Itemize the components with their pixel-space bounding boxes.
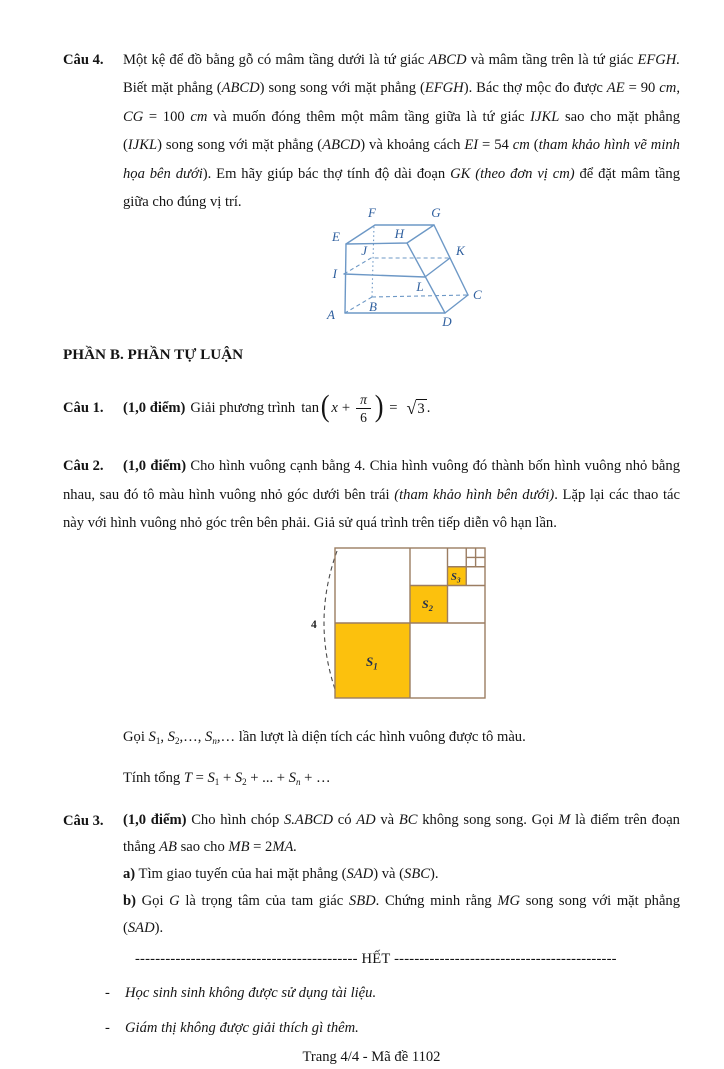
right-paren: ) [374, 388, 384, 424]
variable-x: x [331, 399, 338, 416]
vertex-label-h: H [394, 226, 404, 242]
note-1-text: Học sinh sinh không được sử dụng tài liệu. [125, 985, 377, 1002]
vertex-label-e: E [331, 229, 340, 245]
question-2-figure [308, 544, 490, 709]
end-label: HẾT [361, 951, 391, 968]
question-4-figure [317, 204, 507, 335]
question-2-goi-line: Gọi S1, S2,…, Sn,… lần lượt là diện tích các hình vuông được tô màu. [123, 728, 526, 746]
question-3-label: Câu 3. [63, 813, 104, 830]
vertex-label-f: F [367, 205, 376, 221]
s3-label: $S_3$ [450, 571, 461, 585]
equals-sign: = [389, 399, 398, 416]
function-name: tan [301, 399, 320, 416]
question-4 [63, 46, 680, 216]
note-2-marker: - [105, 1020, 110, 1037]
fraction-numerator: π [356, 392, 371, 409]
figure-solid-edges [344, 225, 468, 313]
figure-vertex-labels [326, 205, 482, 329]
question-2-sum-line: Tính tổng T = S1 + S2 + ... + Sn + … [123, 770, 331, 787]
question-3 [63, 807, 680, 942]
vertex-label-k: K [455, 243, 465, 259]
question-1-points: (1,0 điểm) [123, 399, 186, 416]
fraction-denominator: 6 [360, 409, 367, 425]
radicand: 3 [417, 400, 425, 417]
question-1 [63, 386, 680, 430]
part-b-heading: PHẦN B. PHẦN TỰ LUẬN [63, 346, 244, 364]
figure-dashed-edges [344, 258, 468, 313]
note-1 [105, 979, 680, 1007]
question-2-text: Câu 2. (1,0 điểm) Cho hình vuông cạnh bằng 4. Chia hình vuông đó thành bốn hình vuông nhỏ bằng nhau, sau đó tô màu hình vuông nhỏ góc dưới bên trái (tham khảo hình bên dưới). Lặp lại các thao tác này với hình vuông nhỏ góc trên bên phải. Giả sử quá trình trên tiếp diễn vô hạn lần. [63, 458, 680, 532]
radical-sign: √ [406, 397, 417, 418]
vertex-label-d: D [441, 314, 452, 330]
question-3-item-b: b) Gọi G là trọng tâm của tam giác SBD. Chứng minh rằng MG song song với mặt phẳng (SAD). [123, 893, 681, 937]
squares-figure [308, 544, 490, 704]
figure-dotted-edge [372, 225, 374, 297]
period: . [426, 399, 431, 416]
vertex-label-j: J [360, 243, 367, 259]
end-line [135, 946, 680, 972]
question-4-text: Một kệ để đồ bằng gỗ có mâm tầng dưới là tứ giác ABCD và mâm tầng trên là tứ giác EFGH. Biết mặt phẳng (ABCD) song song với mặt phẳng (EFGH). Bác thợ mộc đo được AE = 90 cm, CG = 100 cm và muốn đóng thêm một mâm tầng giữa là tứ giác IJKL sao cho mặt phẳng (IJKL) song song với mặt phẳng (ABCD) và khoảng cách EI = 54 cm (tham khảo hình vẽ minh họa bên dưới). Em hãy giúp bác thợ tính độ dài đoạn GK (theo đơn vị cm) để đặt mâm tầng giữa cho đúng vị trí. [123, 52, 681, 211]
side-length-label: 4 [310, 618, 317, 631]
vertex-label-l: L [415, 279, 424, 295]
question-3-text: (1,0 điểm) Cho hình chóp S.ABCD có AD và BC không song song. Gọi M là điểm trên đoạn thẳng AB sao cho MB = 2MA. [123, 812, 680, 856]
vertex-label-c: C [472, 287, 482, 303]
vertex-label-b: B [368, 299, 377, 315]
note-2 [105, 1014, 680, 1042]
note-1-marker: - [105, 985, 110, 1002]
end-dashes-right: -------------------------------------------- [394, 951, 617, 968]
plus-sign: + [341, 399, 351, 416]
tan-equation [301, 390, 430, 426]
question-1-text [123, 390, 430, 426]
question-3-item-a: a) Tìm giao tuyến của hai mặt phẳng (SAD) và (SBC). [123, 866, 439, 883]
left-paren: ( [320, 388, 330, 424]
shaded-squares [335, 566, 466, 697]
s2-label: $S_2$ [421, 596, 433, 613]
vertex-label-g: G [430, 205, 441, 221]
shelf-3d-figure [317, 204, 507, 330]
question-4-label: Câu 4. [63, 52, 104, 68]
question-1-label: Câu 1. [63, 399, 104, 416]
vertex-label-i: I [332, 266, 337, 282]
fraction-pi-6 [356, 392, 371, 425]
vertex-label-a: A [326, 307, 335, 323]
end-dashes-left: -------------------------------------------- [135, 951, 358, 968]
s1-label: $S_1$ [365, 653, 378, 672]
question-1-lead: Giải phương trình [190, 399, 296, 416]
note-2-text: Giám thị không được giải thích gì thêm. [125, 1020, 359, 1037]
page-footer: Trang 4/4 - Mã đề 1102 [302, 1049, 441, 1066]
question-3-body [123, 807, 680, 942]
